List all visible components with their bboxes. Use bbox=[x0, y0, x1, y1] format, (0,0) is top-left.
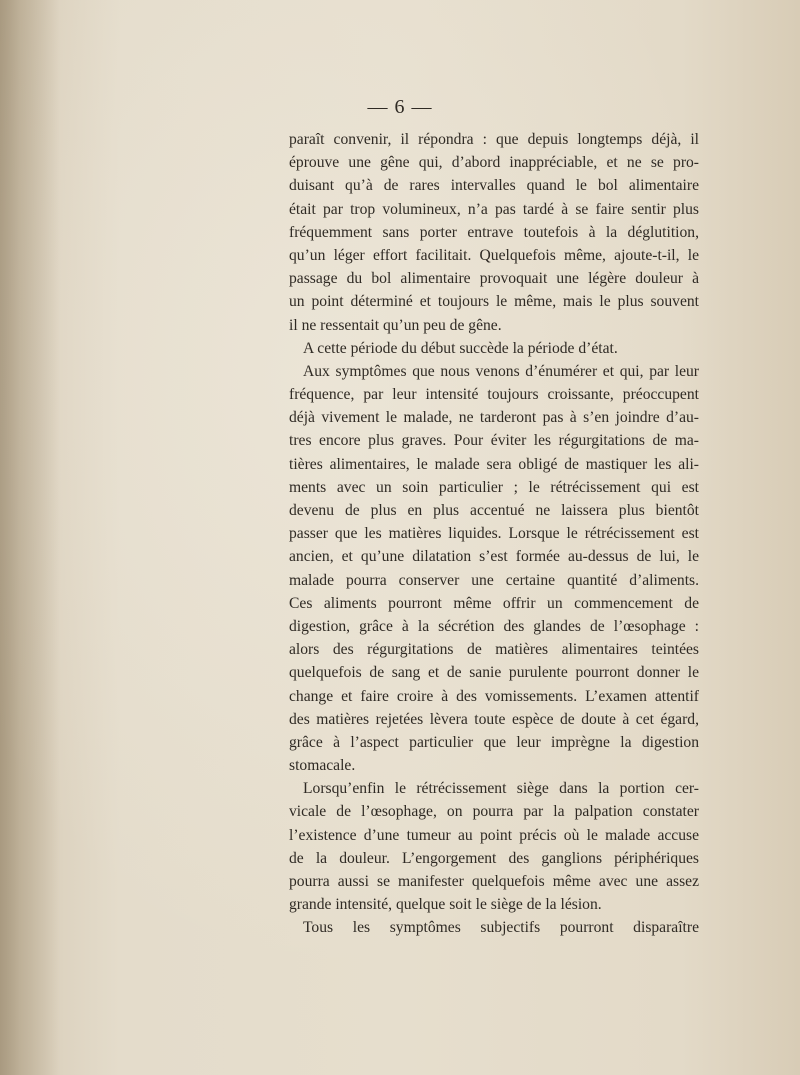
text-line: pourra aussi se manifester quelquefois même avec une assez bbox=[289, 873, 699, 890]
text-line: il ne ressentait qu’un peu de gêne. bbox=[289, 316, 502, 334]
text-line: fréquemment sans porter entrave toutefois à la déglutition, bbox=[289, 223, 699, 241]
body-text bbox=[289, 128, 699, 940]
text-line: malade pourra conserver une certaine quantité d’aliments. bbox=[289, 571, 699, 589]
text-line: un point déterminé et toujours le même, mais le plus souvent bbox=[289, 293, 699, 311]
text-line: passer que les matières liquides. Lorsque le rétrécissement est bbox=[289, 525, 699, 543]
text-line: fréquence, par leur intensité toujours croissante, préoccupent bbox=[289, 386, 699, 404]
text-line: grande intensité, quelque soit le siège de la lésion. bbox=[289, 896, 602, 914]
page-number-text: — 6 — bbox=[367, 96, 433, 118]
text-line: grâce à l’aspect particulier que leur imprègne la digestion bbox=[289, 733, 699, 751]
text-line: l’existence d’une tumeur au point précis où le malade accuse bbox=[289, 826, 699, 844]
text-line: Ces aliments pourront même offrir un commencement de bbox=[289, 594, 699, 612]
text-line: devenu de plus en plus accentué ne laissera plus bientôt bbox=[289, 502, 699, 519]
text-line: tières alimentaires, le malade sera obligé de mastiquer les ali- bbox=[289, 455, 699, 473]
text-line: Aux symptômes que nous venons d’énumérer et qui, par leur bbox=[303, 362, 699, 380]
text-line: Lorsqu’enfin le rétrécissement siège dans la portion cer- bbox=[303, 780, 699, 798]
text-line: Tous les symptômes subjectifs pourront disparaître bbox=[303, 919, 699, 937]
text-line: paraît convenir, il répondra : que depuis longtemps déjà, il bbox=[289, 131, 699, 148]
text-line: passage du bol alimentaire provoquait une légère douleur à bbox=[289, 270, 699, 288]
text-line: déjà vivement le malade, ne tarderont pas à s’en joindre d’au- bbox=[289, 409, 699, 427]
text-line: de la douleur. L’engorgement des ganglions périphériques bbox=[289, 849, 699, 867]
text-line: tres encore plus graves. Pour éviter les régurgitations de ma- bbox=[289, 432, 699, 450]
text-line: vicale de l’œsophage, on pourra par la palpation constater bbox=[289, 803, 699, 821]
text-line: alors des régurgitations de matières alimentaires teintées bbox=[289, 641, 699, 659]
text-line: quelquefois de sang et de sanie purulente pourront donner le bbox=[289, 664, 699, 682]
text-line: duisant qu’à de rares intervalles quand le bol alimentaire bbox=[289, 177, 699, 195]
text-line: était par trop volumineux, n’a pas tardé à se faire sentir plus bbox=[289, 200, 699, 218]
text-line: digestion, grâce à la sécrétion des glandes de l’œsophage : bbox=[289, 617, 699, 635]
page-edge-stain bbox=[0, 0, 60, 1075]
text-line: ments avec un soin particulier ; le rétrécissement qui est bbox=[289, 478, 699, 496]
page-number bbox=[0, 96, 800, 119]
text-line: qu’un léger effort facilitait. Quelquefois même, ajoute-t-il, le bbox=[289, 246, 699, 264]
text-line: change et faire croire à des vomissements. L’examen attentif bbox=[289, 687, 699, 705]
text-line: A cette période du début succède la période d’état. bbox=[303, 339, 618, 357]
text-line: des matières rejetées lèvera toute espèce de doute à cet égard, bbox=[289, 710, 699, 728]
text-line: stomacale. bbox=[289, 757, 356, 775]
text-line: éprouve une gêne qui, d’abord inappréciable, et ne se pro- bbox=[289, 154, 699, 172]
text-line: ancien, et qu’une dilatation s’est formée au-dessus de lui, le bbox=[289, 548, 699, 566]
